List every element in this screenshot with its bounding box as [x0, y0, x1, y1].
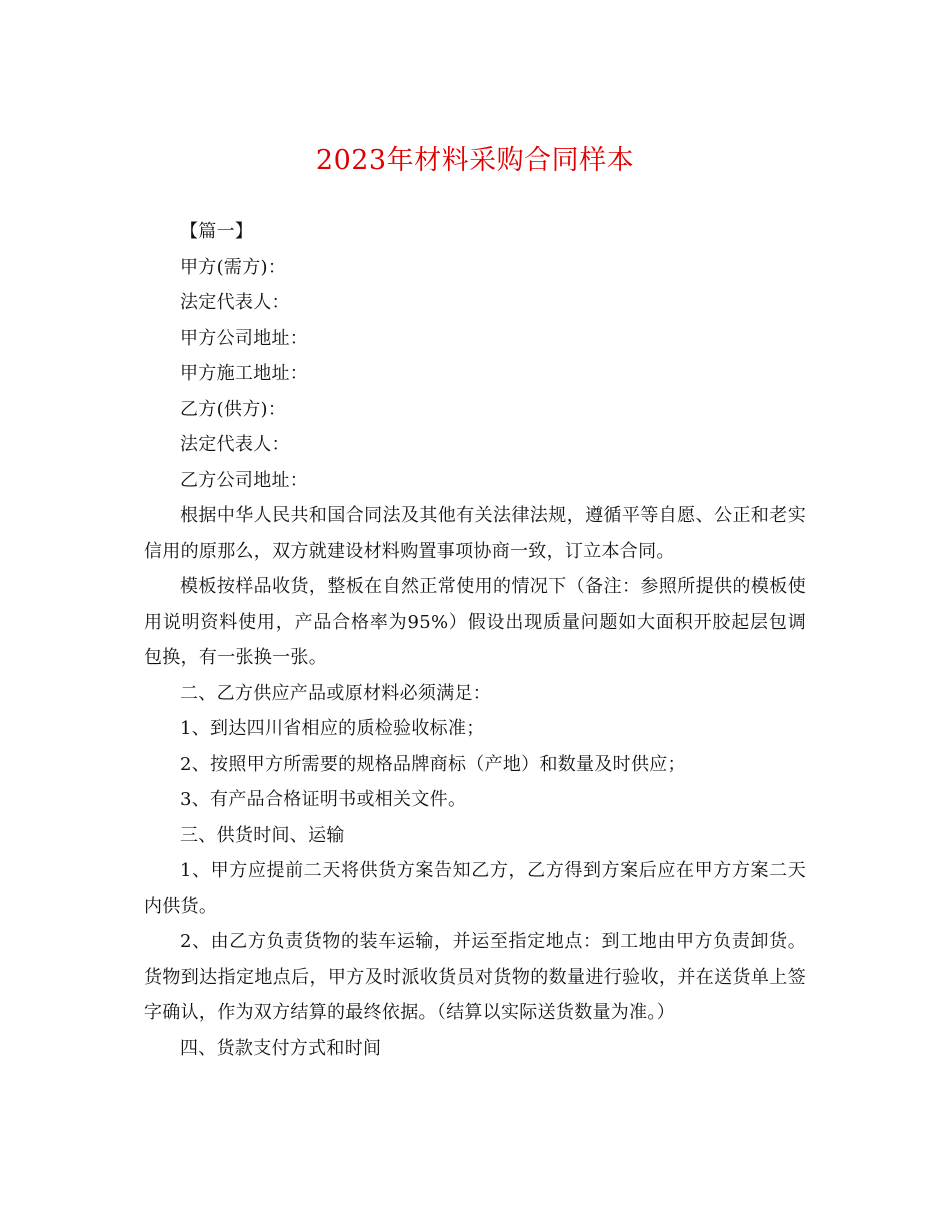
document-title: 2023年材料采购合同样本 [315, 145, 635, 176]
clause-2-item-2: 2、按照甲方所需要的规格品牌商标（产地）和数量及时供应； [180, 753, 686, 775]
clause-3-item-2: 2、由乙方负责货物的装车运输，并运至指定地点：到工地由甲方负责卸货。货物到达指定地点后，甲方及时派收货员对货物的数量进行验收，并在送货单上签字确认，作为双方结算的最终依据。（结算以实际送货数量为准。） [144, 931, 806, 1023]
clause-3-item-1: 1、甲方应提前二天将供货方案告知乙方，乙方得到方案后应在甲方方案二天内供货。 [144, 860, 806, 917]
section-heading: 【篇一】 [180, 221, 254, 242]
clause-2-item-1: 1、到达四川省相应的质检验收标准； [180, 718, 485, 739]
party-a-label: 甲方(需方)： [180, 256, 287, 278]
party-b-company-address: 乙方公司地址： [180, 469, 309, 491]
clause-2-item-3: 3、有产品合格证明书或相关文件。 [180, 789, 467, 810]
clause-4-heading: 四、货款支付方式和时间 [180, 1037, 382, 1059]
party-a-company-address: 甲方公司地址： [180, 327, 309, 349]
party-a-legal-rep: 法定代表人： [180, 292, 290, 313]
preamble-paragraph: 根据中华人民共和国合同法及其他有关法律法规，遵循平等自愿、公正和老实信用的原那么，双方就建设材料购置事项协商一致，订立本合同。 [144, 505, 806, 562]
document-body [144, 214, 806, 1066]
clause-2-heading: 二、乙方供应产品或原材料必须满足： [180, 682, 492, 704]
party-b-legal-rep: 法定代表人： [180, 434, 290, 455]
party-b-label: 乙方(供方)： [180, 398, 287, 420]
clause-3-heading: 三、供货时间、运输 [180, 824, 345, 846]
party-a-site-address: 甲方施工地址： [180, 363, 309, 384]
template-quality-paragraph: 模板按样品收货，整板在自然正常使用的情况下（备注：参照所提供的模板使用说明资料使用，产品合格率为95%）假设出现质量问题如大面积开胶起层包调包换，有一张换一张。 [144, 576, 806, 668]
